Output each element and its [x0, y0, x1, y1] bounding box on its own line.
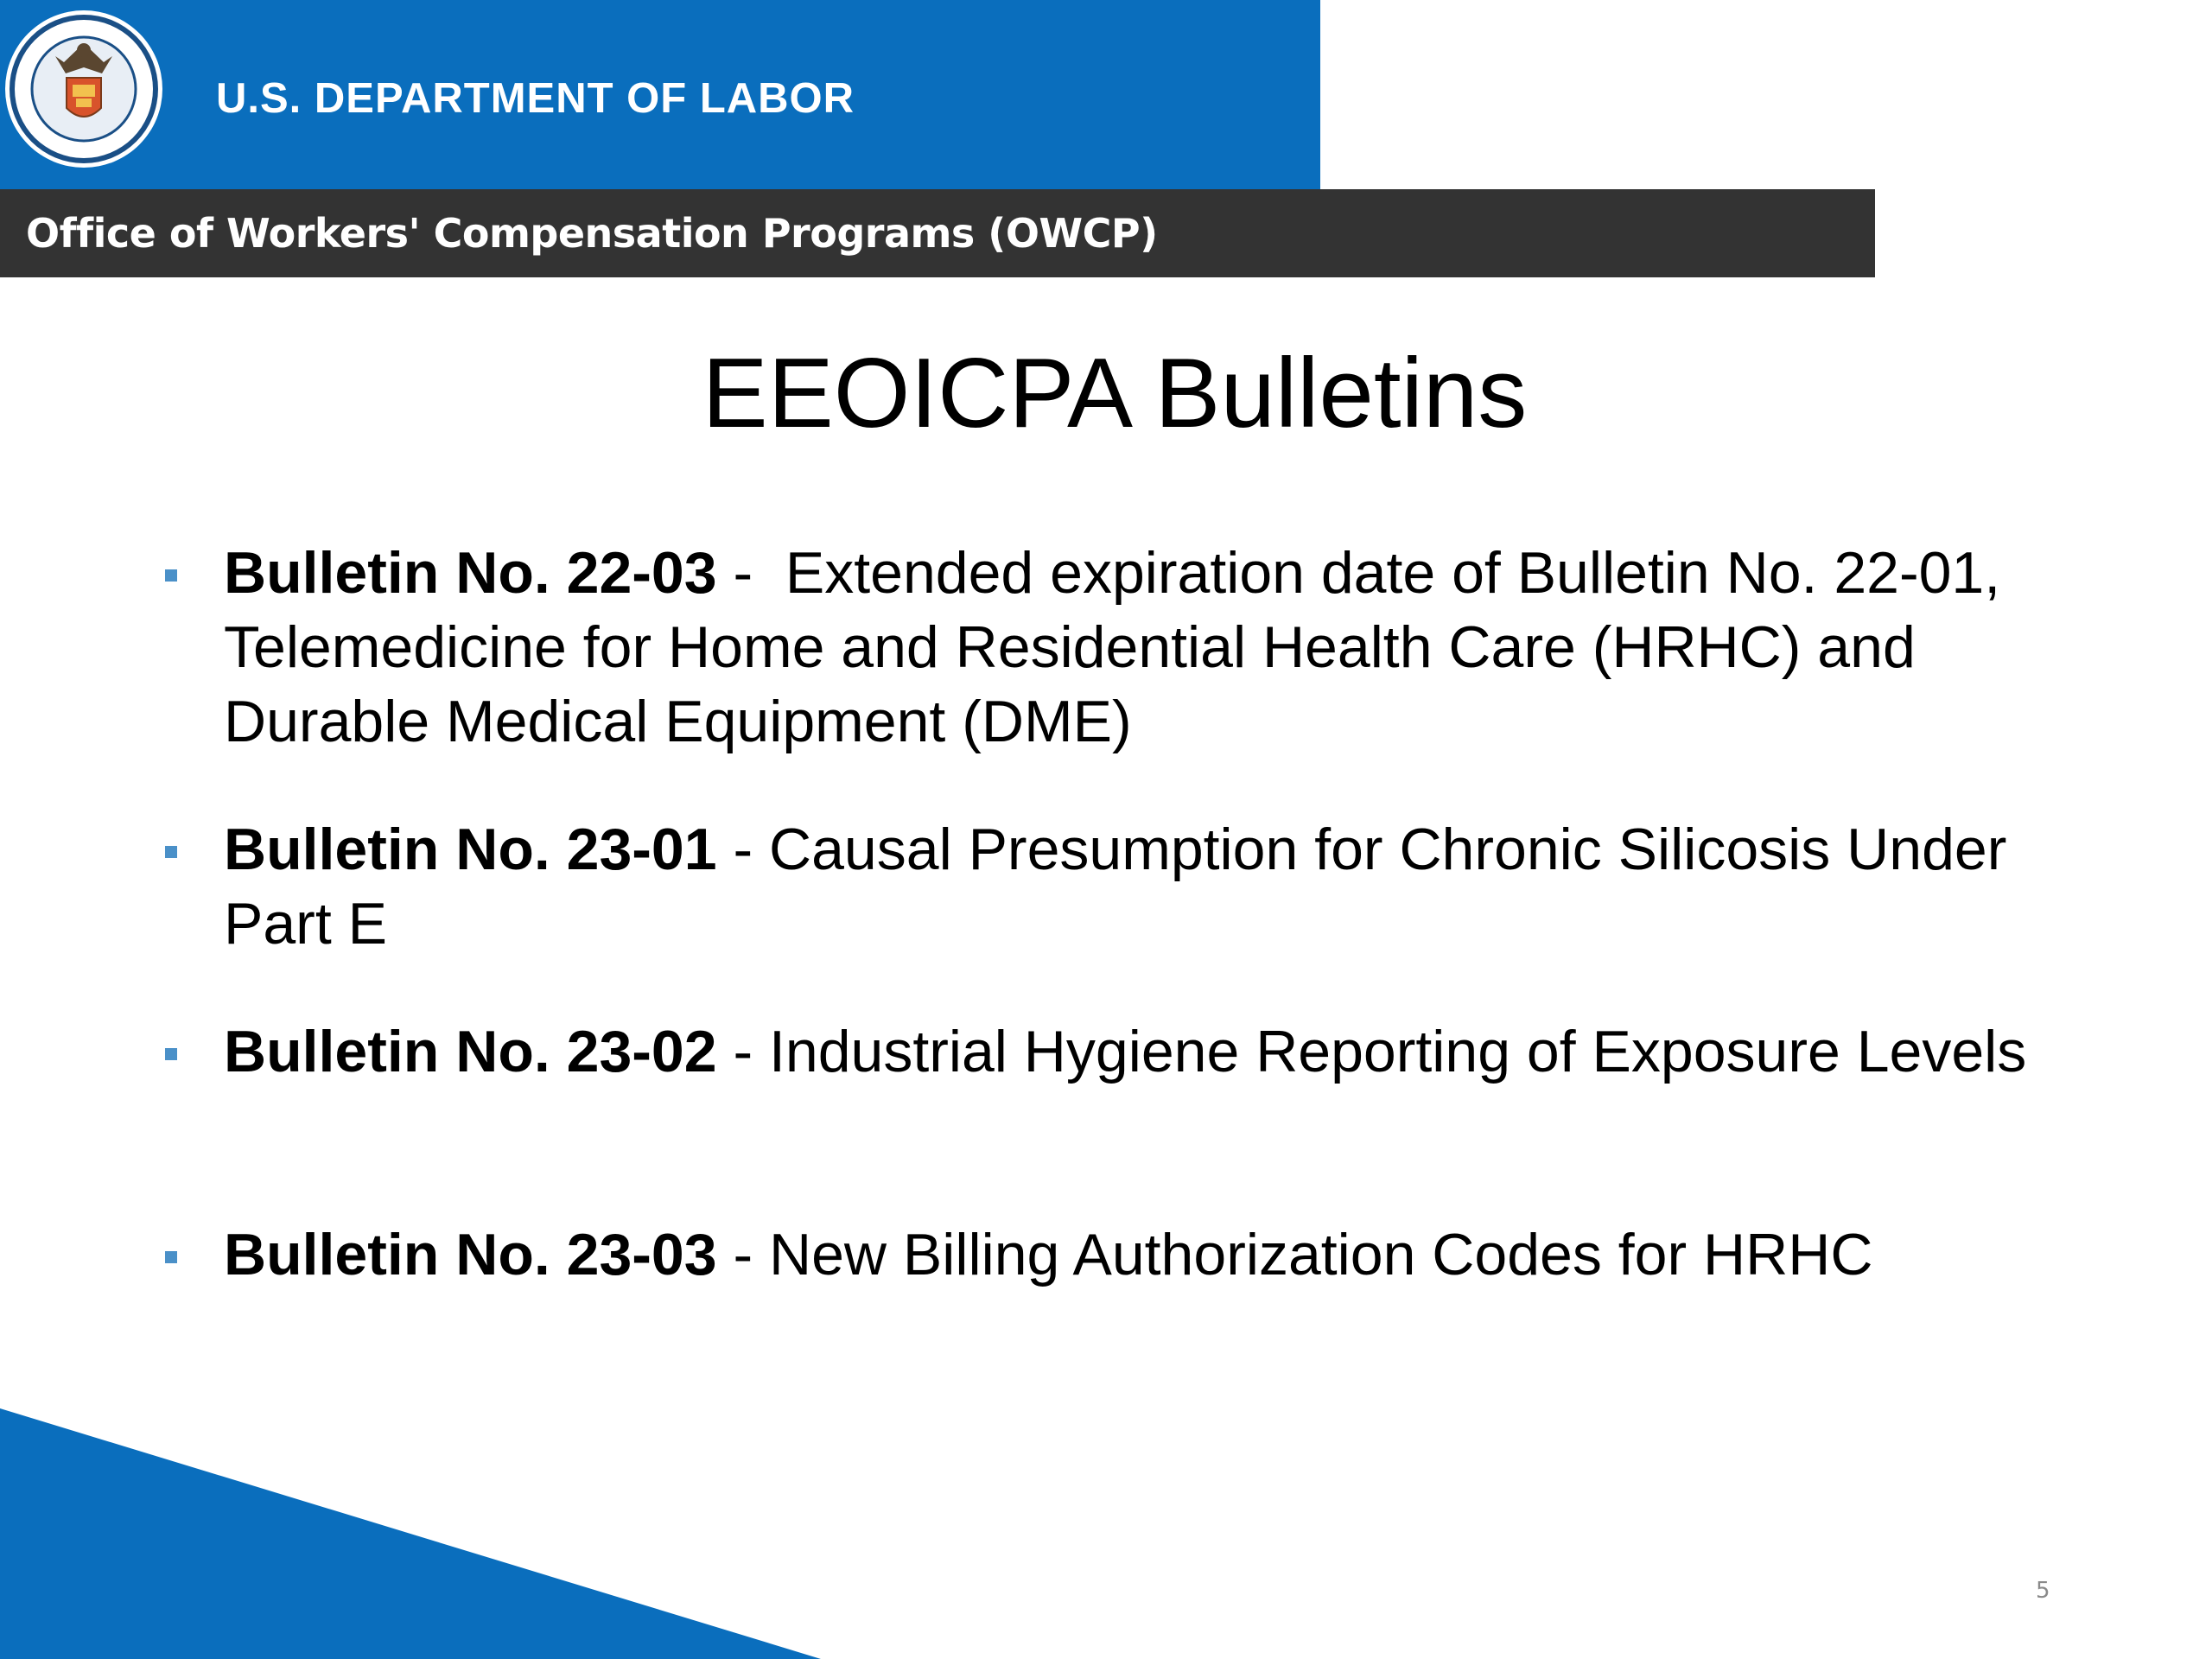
bullet-square-icon	[165, 1048, 177, 1060]
office-name: Office of Workers' Compensation Programs (OWCP)	[26, 210, 1158, 257]
bulletin-number: Bulletin No. 22-03	[224, 540, 717, 606]
bulletin-number: Bulletin No. 23-02	[224, 1019, 717, 1084]
bullet-item	[224, 1217, 2125, 1292]
bullet-square-icon	[165, 1251, 177, 1263]
bulletin-description: Causal Presumption for Chronic Silicosis Under Part E	[224, 817, 2007, 957]
department-seal-icon	[3, 9, 164, 169]
bulletin-separator: -	[716, 540, 785, 606]
bulletin-description: Industrial Hygiene Reporting of Exposure Levels	[769, 1019, 2027, 1084]
page-number: 5	[2036, 1578, 2050, 1604]
bulletin-number: Bulletin No. 23-01	[224, 817, 717, 882]
bulletin-separator: -	[716, 1222, 769, 1287]
bullet-item	[224, 1014, 2125, 1089]
bullet-square-icon	[165, 846, 177, 858]
bulletin-description: New Billing Authorization Codes for HRHC	[769, 1222, 1873, 1287]
slide-title: EEOICPA Bulletins	[702, 339, 1528, 448]
header-band	[0, 0, 1320, 189]
office-band	[0, 189, 1875, 277]
bullet-item	[224, 536, 2125, 759]
bulletin-separator: -	[716, 1019, 769, 1084]
bulletin-description: Extended expiration date of Bulletin No. 22-01, Telemedicine for Home and Residential Health Care (HRHC) and Durable Medical Equipment (DME)	[224, 540, 2001, 754]
bottom-accent-shape	[0, 1408, 821, 1659]
department-name: U.S. DEPARTMENT OF LABOR	[216, 75, 855, 122]
bullet-item	[224, 812, 2125, 961]
bullet-square-icon	[165, 569, 177, 582]
bulletin-separator: -	[716, 817, 769, 882]
bulletin-number: Bulletin No. 23-03	[224, 1222, 717, 1287]
